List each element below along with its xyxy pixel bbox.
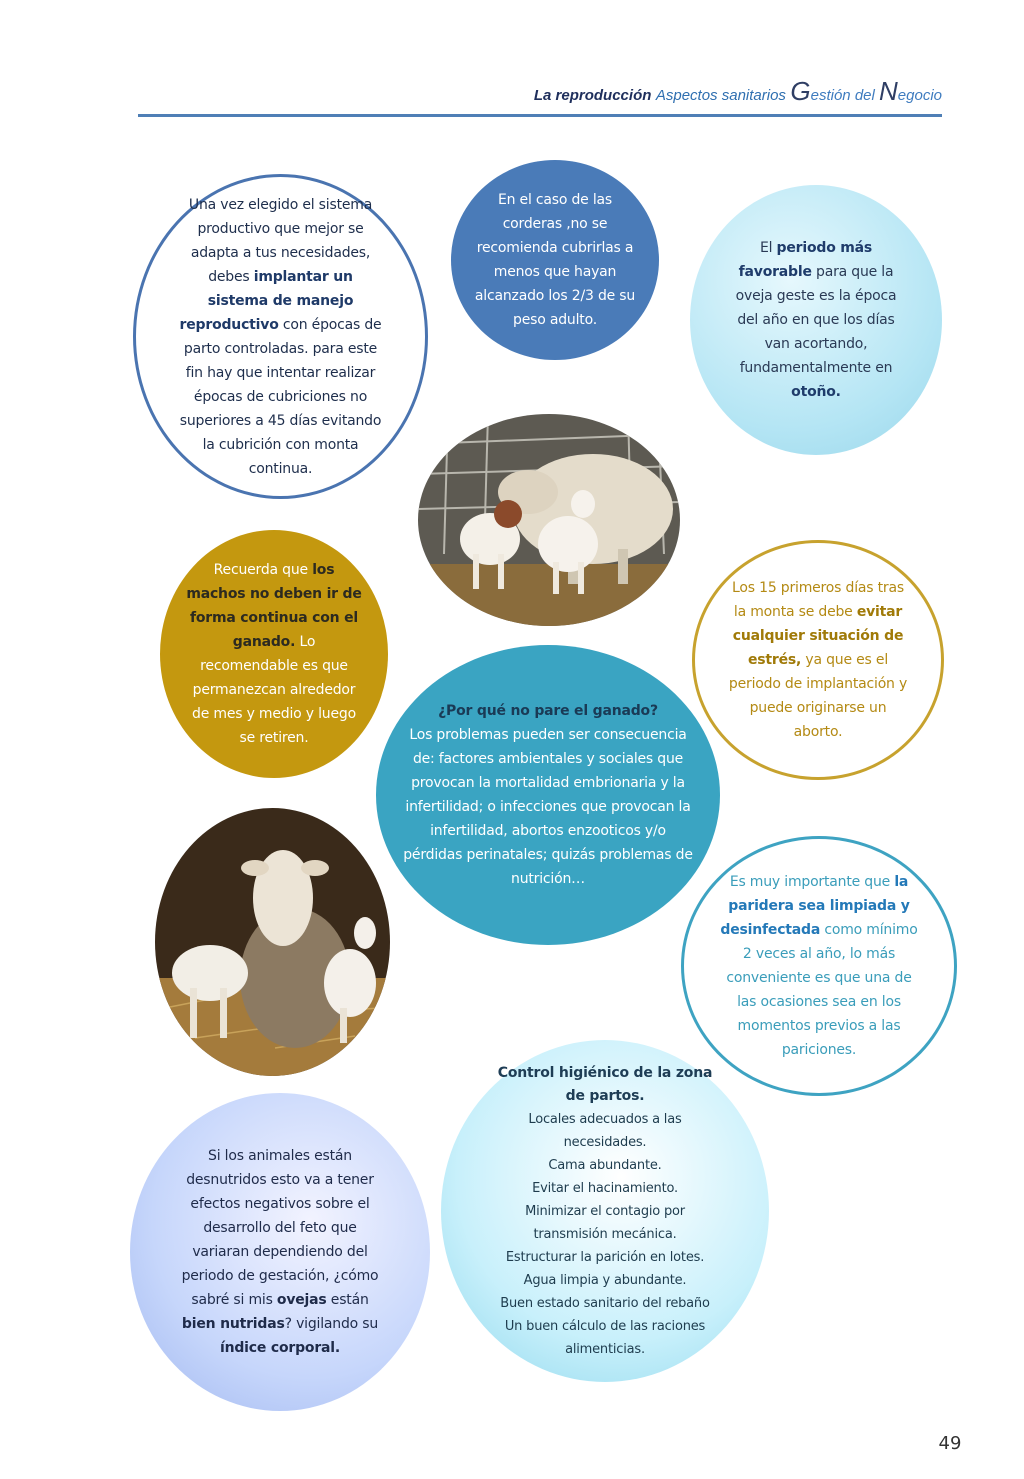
circle-text: Los 15 primeros días tras la monta se debe evitar cualquier situación de estrés, ya que es el periodo de implantación y puede originarse un aborto.: [728, 580, 908, 740]
circle-list-item: Minimizar el contagio por transmisión mecánica.: [525, 1203, 685, 1242]
emphasis: los machos no deben ir de forma continua con el ganado.: [186, 562, 362, 650]
header-section-aspectos: Aspectos sanitarios: [655, 87, 786, 104]
circle-animales-desnutridos: [130, 1093, 430, 1411]
header-initial-n: N: [879, 76, 898, 106]
circle-control-higienico: [441, 1040, 769, 1382]
header-section-reproduccion: La reproducción: [533, 87, 652, 104]
header-initial-g: G: [790, 76, 811, 106]
circle-por-que-no-pare: [376, 645, 720, 945]
circle-list-item: Estructurar la parición en lotes.: [505, 1249, 705, 1265]
header-negocio: egocio: [897, 87, 942, 104]
emphasis: la paridera sea limpiada y desinfectada: [720, 874, 910, 938]
page-header: [138, 76, 942, 114]
emphasis: bien nutridas: [181, 1316, 285, 1332]
circle-sistema-reproductivo: [133, 174, 428, 499]
page-number: 49: [938, 1433, 962, 1454]
emphasis: ovejas: [276, 1292, 327, 1308]
sheep-with-lambs-photo: [418, 414, 680, 626]
circle-text: Recuerda que los machos no deben ir de forma continua con el ganado. Lo recomendable es que permanezcan alrededor de mes y medio y luego se retiren.: [186, 562, 362, 746]
circle-periodo-favorable: [690, 185, 942, 455]
emphasis: implantar un sistema de manejo reproductivo: [179, 268, 354, 333]
sheep-photo-illustration: [418, 414, 680, 626]
circle-list-item: Agua limpia y abundante.: [523, 1272, 687, 1288]
emphasis: índice corporal.: [220, 1340, 340, 1356]
circle-text: Una vez elegido el sistema productivo que mejor se adapta a tus necesidades, debes implantar un sistema de manejo reproductivo con épocas de parto controladas. para este fin hay que intentar realizar épocas de cubriciones no superiores a 45 días evitando la cubrición con monta continua.: [179, 196, 382, 477]
circle-list-item: Buen estado sanitario del rebaño: [500, 1295, 710, 1311]
circle-text: Si los animales están desnutridos esto va a tener efectos negativos sobre el desarrollo del feto que variaran dependiendo del periodo de gestación, ¿cómo sabré si mis ovejas están bien nutridas? vigilando su índice corporal.: [181, 1148, 379, 1356]
circle-text: En el caso de las corderas ,no se recomienda cubrirlas a menos que hayan alcanzado los 2/3 de su peso adulto.: [474, 192, 636, 328]
circle-text: El periodo más favorable para que la oveja geste es la época del año en que los días van acortando, fundamentalmente en otoño.: [735, 240, 897, 400]
circle-list-item: Un buen cálculo de las raciones alimenticias.: [504, 1318, 706, 1357]
circle-list-item: Cama abundante.: [548, 1157, 662, 1173]
circle-evitar-estres: [692, 540, 944, 780]
circle-text: Es muy importante que la paridera sea limpiada y desinfectada como mínimo 2 veces al año, lo más conveniente es que una de las ocasiones sea en los momentos previos a las pariciones.: [720, 874, 918, 1058]
circle-corderas: [451, 160, 659, 360]
ewe-photo-illustration: [155, 808, 390, 1076]
circle-paridera: [681, 836, 957, 1096]
ewe-with-two-lambs-photo: [155, 808, 390, 1076]
emphasis: evitar cualquier situación de estrés,: [732, 604, 904, 668]
circle-machos: [160, 530, 388, 778]
circle-list-item: Evitar el hacinamiento.: [532, 1180, 678, 1196]
header-divider: [138, 114, 942, 117]
emphasis: otoño.: [791, 384, 841, 400]
circle-heading: ¿Por qué no pare el ganado?: [438, 703, 658, 719]
circle-heading: Control higiénico de la zona de partos.: [497, 1064, 713, 1104]
emphasis: periodo más favorable: [738, 240, 873, 280]
circle-list-item: Locales adecuados a las necesidades.: [528, 1111, 682, 1150]
circle-text: Los problemas pueden ser consecuencia de: factores ambientales y sociales que provocan la mortalidad embrionaria y la infertilidad; o infecciones que provocan la infertilidad, abortos enzooticos y/o pérdidas perinatales; quizás problemas de nutrición…: [403, 727, 693, 887]
header-gestion: estión del: [810, 87, 880, 104]
